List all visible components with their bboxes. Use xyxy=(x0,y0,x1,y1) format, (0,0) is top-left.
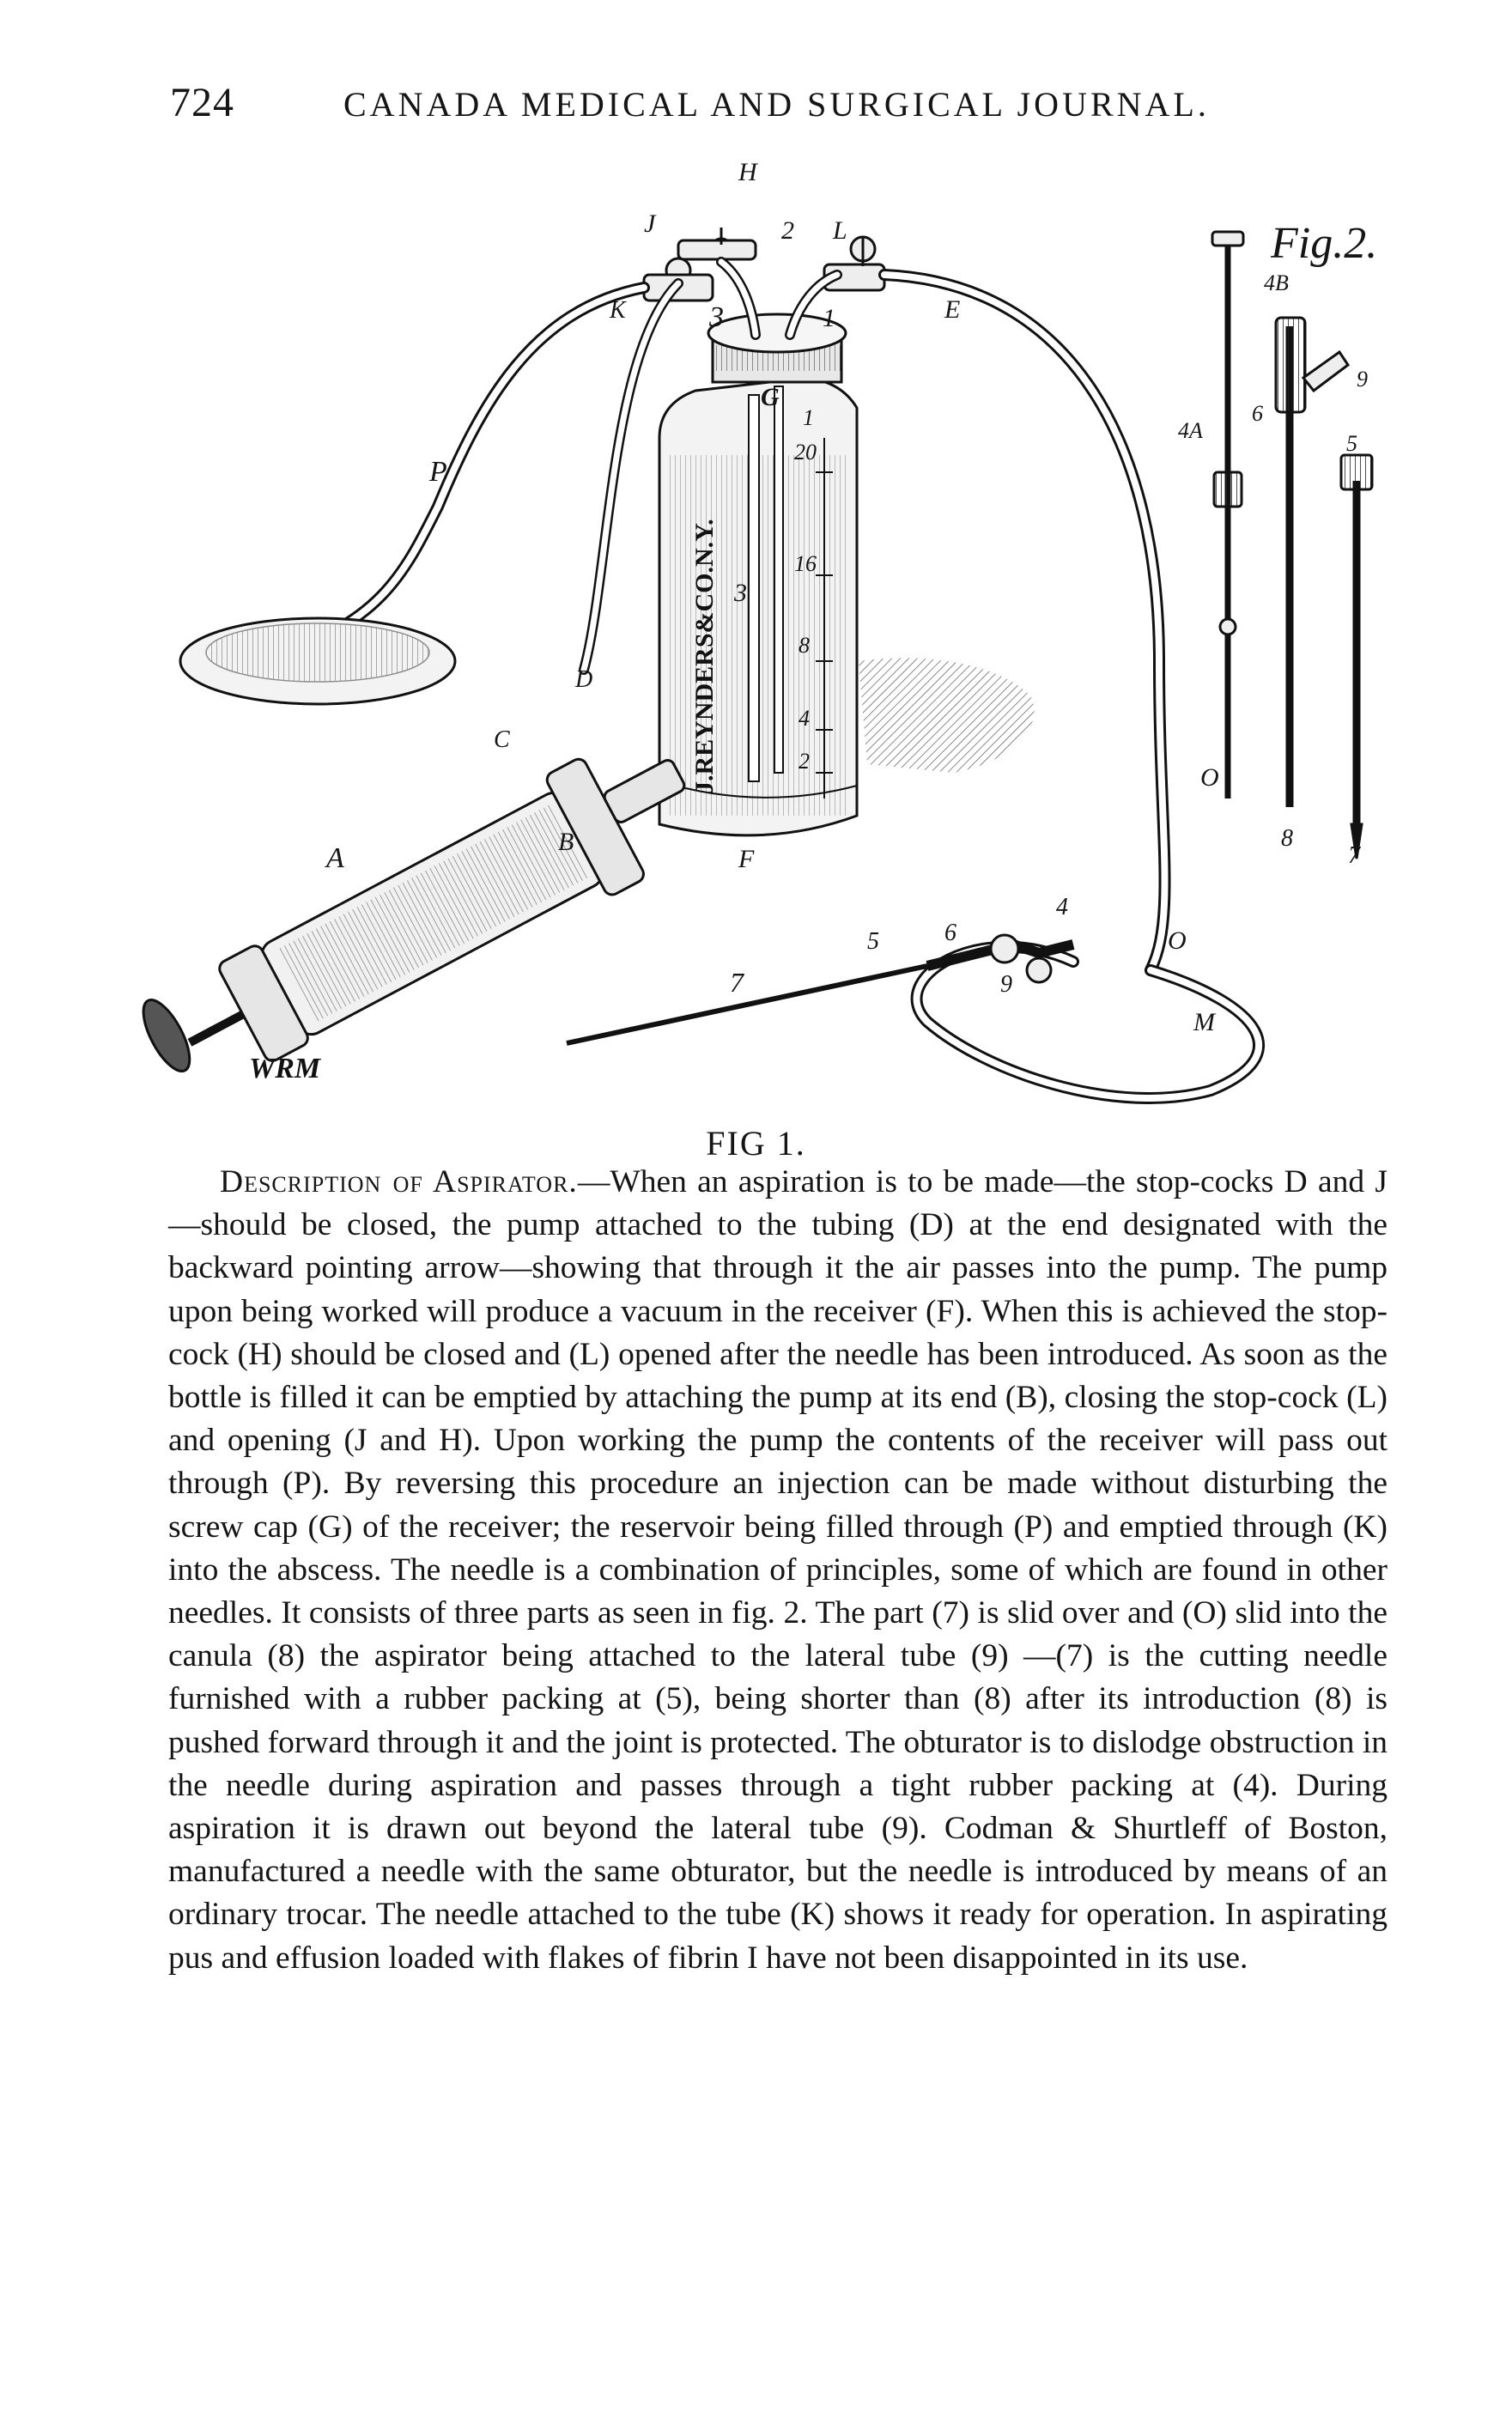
artist-mark: WRM xyxy=(249,1053,321,1084)
label-D: D xyxy=(575,666,593,693)
label-E: E xyxy=(944,295,961,324)
label-H: H xyxy=(738,158,757,186)
bottle-maker-mark: J.REYNDERS&CO.N.Y. xyxy=(690,519,719,794)
label-M: M xyxy=(1193,1008,1215,1036)
description-heading: Description of Aspirator. xyxy=(220,1164,578,1199)
syringe-pump xyxy=(129,720,714,1116)
description-text: —When an aspiration is to be made—the stop-cocks D and J—should be closed, the pump attached to the tubing (D) at the end designated with the backward pointing arrow—showing that through it the air passes into the pump. The pump upon being worked will produce a vacuum in the receiver (F). When this is achieved the stop-cock (H) should be closed and (L) opened after the needle has been introduced. As soon as the bottle is filled it can be emptied by attaching the pump at its end (B), closing the stop-cock (L) and opening (J and H). Upon working the pump the contents of the receiver will pass out through (P). By reversing this procedure an injection can be made without disturbing the screw cap (G) of the receiver; the reservoir being filled through (P) and emptied through (K) into the abscess. The needle is a combination of principles, some of which are found in other needles. It consists of three parts as seen in fig. 2. The part (7) is slid over and (O) slid into the canula (8) the aspirator being attached to the lateral tube (9) —(7) is the cutting needle furnished with a rubber packing at (5), being shorter than (8) after its introduction (8) is pushed forward through it and the joint is protected. The obturator is to dislodge obstruction in the needle during aspiration and passes through a tight rubber packing at (4). During aspiration it is drawn out beyond the lateral tube (9). Codman & Shurtleff of Boston, manufactured a needle with the same obturator, but the needle is introduced by means of an ordinary trocar. The needle attached to the tube (K) shows it ready for operation. In aspirating pus and effusion loaded with flakes of fibrin I have not been disappointed in its use. xyxy=(168,1164,1388,1976)
aspirator-drawing xyxy=(129,146,1382,1116)
bottle-shadow xyxy=(859,658,1034,773)
fig2-label-7: 7 xyxy=(1348,842,1360,869)
label-A: A xyxy=(326,842,344,874)
scale-4: 4 xyxy=(799,706,810,731)
label-2: 2 xyxy=(781,216,794,245)
label-5: 5 xyxy=(867,928,879,955)
page-number: 724 xyxy=(170,80,234,125)
label-K: K xyxy=(610,297,626,324)
fig2-label-O: O xyxy=(1200,763,1219,792)
label-F: F xyxy=(738,845,755,873)
label-O: O xyxy=(1168,926,1187,955)
fig2-label-9: 9 xyxy=(1357,367,1368,392)
label-L: L xyxy=(833,216,847,245)
label-7: 7 xyxy=(730,967,744,998)
stopcock-assembly xyxy=(644,228,884,301)
scale-8: 8 xyxy=(799,633,810,658)
fig2-label-6: 6 xyxy=(1252,401,1263,426)
tube-label-3: 3 xyxy=(734,579,747,607)
page-header xyxy=(0,79,1512,131)
label-B: B xyxy=(558,828,574,856)
scale-20: 20 xyxy=(794,440,817,465)
label-1: 1 xyxy=(823,304,835,332)
fig2-title: Fig.2. xyxy=(1271,219,1378,268)
scale-2: 2 xyxy=(799,749,810,774)
label-J: J xyxy=(644,210,656,238)
label-9: 9 xyxy=(1000,971,1012,998)
label-P: P xyxy=(429,456,447,488)
fig2-label-4A: 4A xyxy=(1178,418,1203,443)
label-4: 4 xyxy=(1056,894,1068,920)
label-C: C xyxy=(494,726,510,753)
article-body xyxy=(168,1161,1388,1980)
label-6: 6 xyxy=(944,920,956,946)
aspirating-needle xyxy=(567,935,1073,1043)
fig2-label-5: 5 xyxy=(1346,431,1357,456)
fig2-label-4B: 4B xyxy=(1264,270,1289,295)
aspirator-illustration xyxy=(129,146,1382,1116)
running-title: CANADA MEDICAL AND SURGICAL JOURNAL. xyxy=(343,85,1210,124)
figure-caption: FIG 1. xyxy=(706,1124,806,1163)
description-paragraph xyxy=(168,1161,1388,1980)
scale-1: 1 xyxy=(803,405,814,430)
receiver-bottle xyxy=(659,314,857,835)
reservoir-dish xyxy=(180,618,455,704)
fig2-parts xyxy=(1212,232,1372,859)
label-3: 3 xyxy=(709,301,724,333)
label-G: G xyxy=(761,383,780,411)
fig2-label-8: 8 xyxy=(1281,825,1293,852)
scale-16: 16 xyxy=(794,551,817,576)
